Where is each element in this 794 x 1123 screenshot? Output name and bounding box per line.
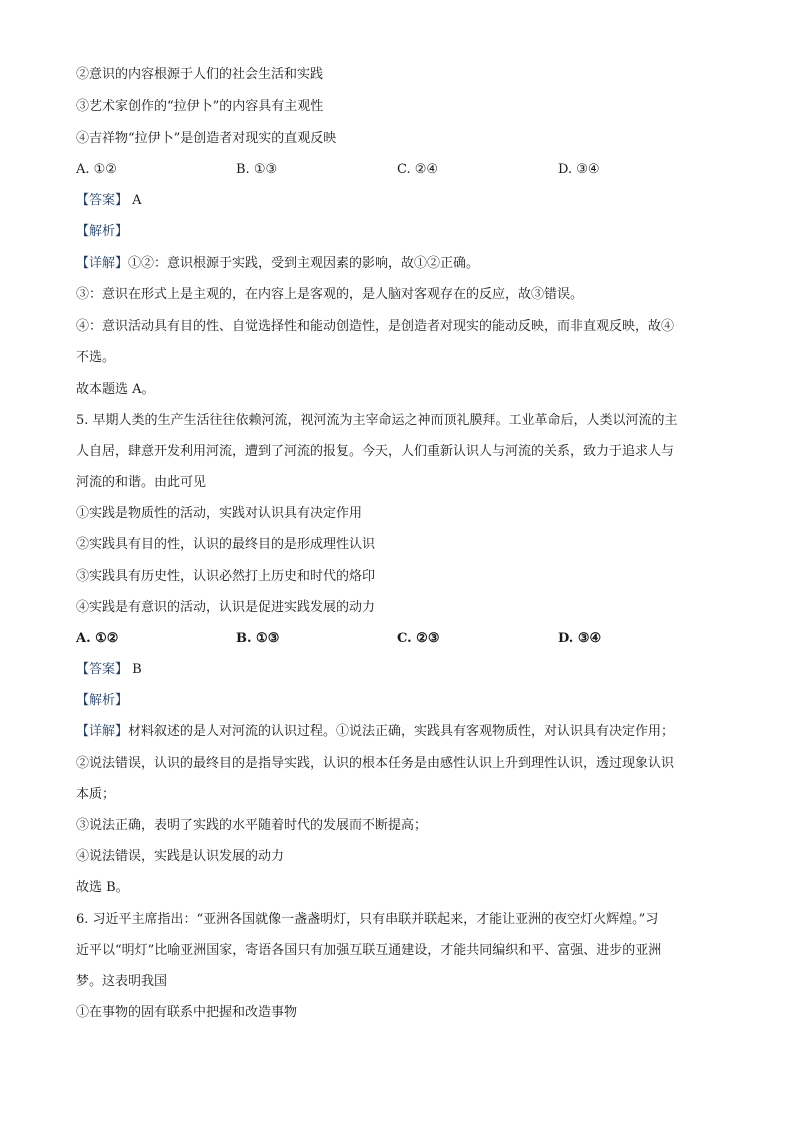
q4-detail-tag: 【详解】: [76, 256, 129, 271]
q4-statement-3: ③艺术家创作的“拉伊卜”的内容具有主观性: [76, 99, 324, 114]
q5-detail-line-6: 故选 B。: [76, 880, 129, 895]
q5-options: [76, 630, 726, 648]
q5-statement-4: ④实践是有意识的活动，认识是促进实践发展的动力: [76, 600, 376, 615]
q6-stem-line-1: 6. 习近平主席指出：“亚洲各国就像一盏盏明灯，只有串联并联起来，才能让亚洲的夜空灯火辉煌。”习: [76, 912, 659, 927]
q5-stem-line-1: 5. 早期人类的生产生活往往依赖河流，视河流为主宰命运之神而顶礼膜拜。工业革命后，人类以河流的主: [76, 413, 678, 428]
q5-detail-line-3: 本质；: [76, 787, 116, 802]
q5-detail-line-1: [76, 723, 674, 741]
q5-option-a: A. ①②: [76, 631, 119, 646]
q5-option-c: C. ②③: [397, 631, 440, 646]
q5-detail-line-5: ④说法错误，实践是认识发展的动力: [76, 849, 285, 864]
q4-option-a: A. ①②: [76, 162, 117, 177]
q4-detail-line-1: [76, 255, 479, 273]
q4-option-d: D. ③④: [558, 162, 600, 177]
q5-option-b: B. ①③: [236, 631, 280, 646]
q4-answer-value: A: [132, 193, 142, 208]
q4-detail-line-5: 故本题选 A。: [76, 382, 155, 397]
q6-stem-line-2: 近平以“明灯”比喻亚洲国家，寄语各国只有加强互联互通建设，才能共同编织和平、富强、进步的亚洲: [76, 943, 662, 958]
q5-answer-value: B: [132, 662, 142, 677]
q5-statement-3: ③实践具有历史性，认识必然打上历史和时代的烙印: [76, 569, 376, 584]
q6-stem-line-3: 梦。这表明我国: [76, 974, 168, 989]
q4-detail-line-2: ③：意识在形式上是主观的，在内容上是客观的，是人脑对客观存在的反应，故③错误。: [76, 287, 584, 302]
q4-detail-line-4: 不选。: [76, 350, 116, 365]
q4-answer: [76, 192, 142, 210]
q4-answer-tag: 【答案】: [76, 193, 129, 208]
q4-option-b: B. ①③: [236, 162, 278, 177]
q5-stem-line-3: 河流的和谐。由此可见: [76, 475, 207, 490]
q5-analysis-tag: 【解析】: [76, 693, 129, 708]
q4-detail-line-3: ④：意识活动具有目的性、自觉选择性和能动创造性，是创造者对现实的能动反映，而非直观反映，故④: [76, 319, 675, 334]
q4-analysis-tag: 【解析】: [76, 224, 129, 239]
q4-detail-text-1: ①②：意识根源于实践，受到主观因素的影响，故①②正确。: [128, 256, 480, 271]
q4-statement-2: ②意识的内容根源于人们的社会生活和实践: [76, 67, 324, 82]
q5-answer: [76, 661, 142, 679]
q4-statement-4: ④吉祥物“拉伊卜”是创造者对现实的直观反映: [76, 131, 337, 146]
q5-detail-line-2: ②说法错误，认识的最终目的是指导实践，认识的根本任务是由感性认识上升到理性认识，透过现象认识: [76, 756, 675, 771]
q5-detail-line-4: ③说法正确，表明了实践的水平随着时代的发展而不断提高；: [76, 818, 428, 833]
q5-detail-tag: 【详解】: [76, 724, 129, 739]
q5-option-d: D. ③④: [558, 631, 602, 646]
q5-statement-2: ②实践具有目的性，认识的最终目的是形成理性认识: [76, 537, 376, 552]
q4-option-c: C. ②④: [397, 162, 439, 177]
q5-stem-line-2: 人自居，肆意开发利用河流，遭到了河流的报复。今天，人们重新认识人与河流的关系，致力于追求人与: [76, 444, 675, 459]
q5-statement-1: ①实践是物质性的活动，实践对认识具有决定作用: [76, 506, 363, 521]
q6-statement-1: ①在事物的固有联系中把握和改造事物: [76, 1005, 298, 1020]
q4-options: [76, 161, 726, 179]
q5-detail-text-1: 材料叙述的是人对河流的认识过程。①说法正确，实践具有客观物质性，对认识具有决定作用；: [128, 724, 675, 739]
q5-answer-tag: 【答案】: [76, 662, 129, 677]
